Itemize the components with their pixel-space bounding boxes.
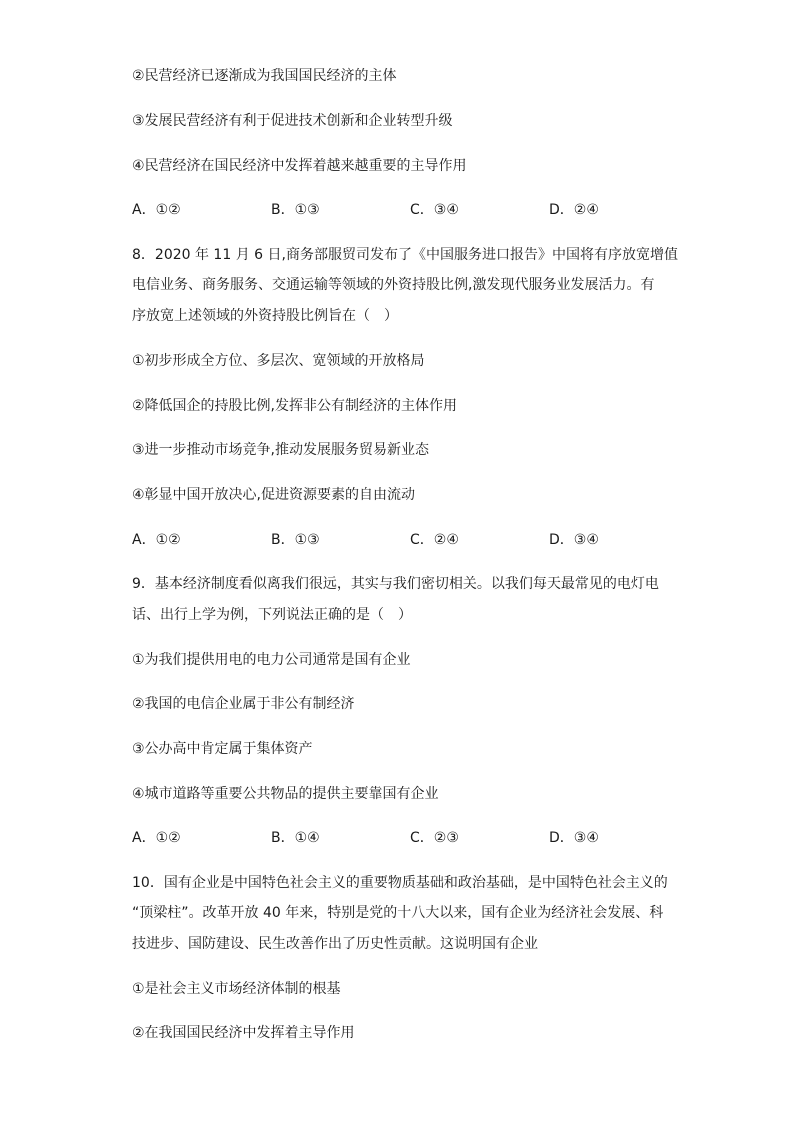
q8-statement-2: ②降低国企的持股比例,发挥非公有制经济的主体作用 (132, 398, 457, 414)
q10-stem-line-2: “顶梁柱”。改革开放 40 年来，特别是党的十八大以来，国有企业为经济社会发展、科 (132, 905, 664, 921)
q7-statement-4: ④民营经济在国民经济中发挥着越来越重要的主导作用 (132, 158, 467, 174)
q9-option-b: B．①④ (271, 830, 320, 846)
q9-option-d: D．③④ (549, 830, 599, 846)
q9-statement-1: ①为我们提供用电的电力公司通常是国有企业 (132, 652, 411, 668)
q8-stem-line-2: 电信业务、商务服务、交通运输等领域的外资持股比例,激发现代服务业发展活力。有 (132, 277, 655, 293)
q9-stem-line-1: 9．基本经济制度看似离我们很远，其实与我们密切相关。以我们每天最常见的电灯电 (132, 576, 659, 592)
q9-option-a: A．①② (132, 830, 181, 846)
q7-option-c: C．③④ (410, 202, 459, 218)
q7-statement-3: ③发展民营经济有利于促进技术创新和企业转型升级 (132, 113, 453, 129)
q7-option-d: D．②④ (549, 202, 599, 218)
q8-stem-line-1: 8．2020 年 11 月 6 日,商务部服贸司发布了《中国服务进口报告》中国将有序放宽增值 (132, 247, 678, 263)
q8-option-b: B．①③ (271, 532, 320, 548)
q9-option-c: C．②③ (410, 830, 459, 846)
q8-statement-1: ①初步形成全方位、多层次、宽领域的开放格局 (132, 353, 425, 369)
q7-option-b: B．①③ (271, 202, 320, 218)
q9-statement-2: ②我国的电信企业属于非公有制经济 (132, 696, 355, 712)
q10-stem-line-3: 技进步、国防建设、民生改善作出了历史性贡献。这说明国有企业 (132, 936, 538, 952)
q7-statement-2: ②民营经济已逐渐成为我国国民经济的主体 (132, 68, 397, 84)
q10-statement-1: ①是社会主义市场经济体制的根基 (132, 981, 341, 997)
q9-statement-3: ③公办高中肯定属于集体资产 (132, 741, 313, 757)
q7-option-a: A．①② (132, 202, 181, 218)
q8-option-a: A．①② (132, 532, 181, 548)
q8-statement-3: ③进一步推动市场竞争,推动发展服务贸易新业态 (132, 442, 429, 458)
q9-stem-line-2: 话、出行上学为例，下列说法正确的是（ ） (132, 607, 412, 623)
q10-statement-2: ②在我国国民经济中发挥着主导作用 (132, 1025, 355, 1041)
q10-stem-line-1: 10．国有企业是中国特色社会主义的重要物质基础和政治基础，是中国特色社会主义的 (132, 875, 668, 891)
q8-option-c: C．②④ (410, 532, 459, 548)
q8-statement-4: ④彰显中国开放决心,促进资源要素的自由流动 (132, 487, 415, 503)
q8-option-d: D．③④ (549, 532, 599, 548)
q8-stem-line-3: 序放宽上述领域的外资持股比例旨在（ ） (132, 308, 398, 324)
q9-statement-4: ④城市道路等重要公共物品的提供主要靠国有企业 (132, 786, 439, 802)
